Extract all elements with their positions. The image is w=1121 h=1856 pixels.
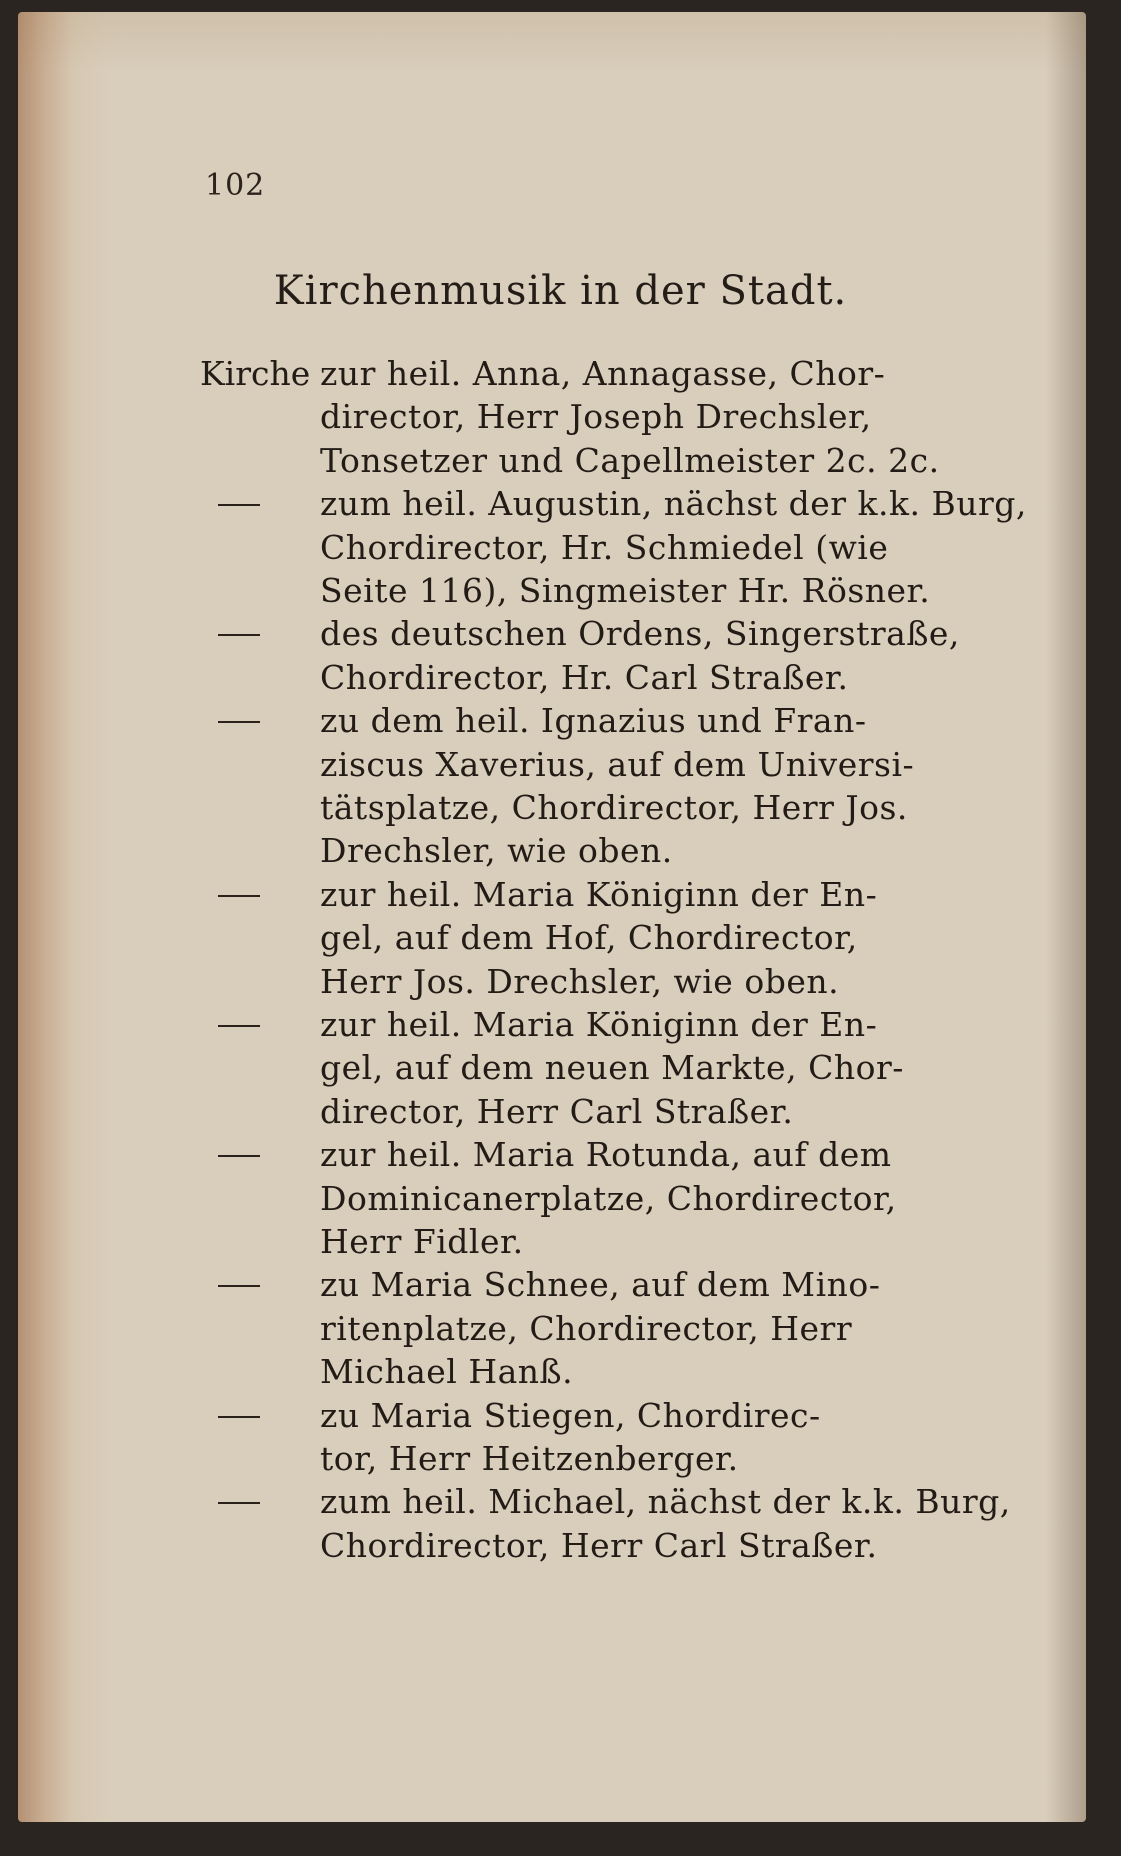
entry-line: gel, auf dem Hof, Chordirector, bbox=[320, 918, 858, 958]
entry-line: Seite 116), Singmeister Hr. Rösner. bbox=[320, 571, 931, 610]
entry-line: Herr Jos. Drechsler, wie oben. bbox=[320, 961, 840, 1001]
entry-line: zur heil. Anna, Annagasse, Chor- bbox=[320, 354, 886, 393]
entry-line: zu Maria Schnee, auf dem Mino- bbox=[320, 1265, 881, 1305]
section-title: Kirchenmusik in der Stadt. bbox=[273, 268, 848, 314]
entry-line: zu dem heil. Ignazius und Fran- bbox=[320, 701, 867, 741]
ditto-dash bbox=[218, 1155, 260, 1157]
entry-line: tätsplatze, Chordirector, Herr Jos. bbox=[320, 788, 908, 827]
entry-line: zur heil. Maria Königinn der En- bbox=[320, 1005, 878, 1044]
ditto-dash bbox=[218, 1285, 260, 1287]
entry-line: gel, auf dem neuen Markte, Chor- bbox=[320, 1048, 904, 1088]
entry-line: zu Maria Stiegen, Chordirec- bbox=[320, 1395, 821, 1435]
ditto-dash bbox=[218, 721, 260, 723]
ditto-dash bbox=[218, 895, 260, 897]
entry-line: ziscus Xaverius, auf dem Universi- bbox=[320, 744, 915, 784]
entry-line: Chordirector, Herr Carl Straßer. bbox=[320, 1525, 878, 1565]
entry-line: zur heil. Maria Rotunda, auf dem bbox=[320, 1135, 892, 1175]
ditto-dash bbox=[218, 1025, 260, 1027]
entry-line: zum heil. Michael, nächst der k.k. Burg, bbox=[320, 1482, 1011, 1522]
entry-line: Drechsler, wie oben. bbox=[320, 831, 673, 871]
entry-lead-word: Kirche bbox=[200, 354, 311, 393]
entry-line: director, Herr Joseph Drechsler, bbox=[320, 397, 872, 437]
ditto-dash bbox=[218, 1416, 260, 1418]
ditto-dash bbox=[218, 1502, 260, 1504]
entry-line: zur heil. Maria Königinn der En- bbox=[320, 874, 878, 914]
entry-line: Dominicanerplatze, Chordirector, bbox=[320, 1178, 897, 1218]
entry-line: director, Herr Carl Straßer. bbox=[320, 1091, 794, 1131]
entry-line: Chordirector, Hr. Carl Straßer. bbox=[320, 657, 849, 697]
entry-line: Herr Fidler. bbox=[320, 1222, 524, 1261]
entry-line: des deutschen Ordens, Singerstraße, bbox=[320, 614, 960, 654]
page-number: 102 bbox=[205, 168, 266, 203]
ditto-dash bbox=[218, 634, 260, 636]
entry-line: zum heil. Augustin, nächst der k.k. Burg, bbox=[320, 484, 1027, 524]
entry-line: Tonsetzer und Capellmeister 2c. 2c. bbox=[320, 440, 940, 480]
entry-line: Chordirector, Hr. Schmiedel (wie bbox=[320, 527, 889, 567]
ditto-dash bbox=[218, 504, 260, 506]
entry-line: Michael Hanß. bbox=[320, 1352, 574, 1392]
entry-line: ritenplatze, Chordirector, Herr bbox=[320, 1308, 853, 1348]
entry-line: tor, Herr Heitzenberger. bbox=[320, 1439, 739, 1478]
